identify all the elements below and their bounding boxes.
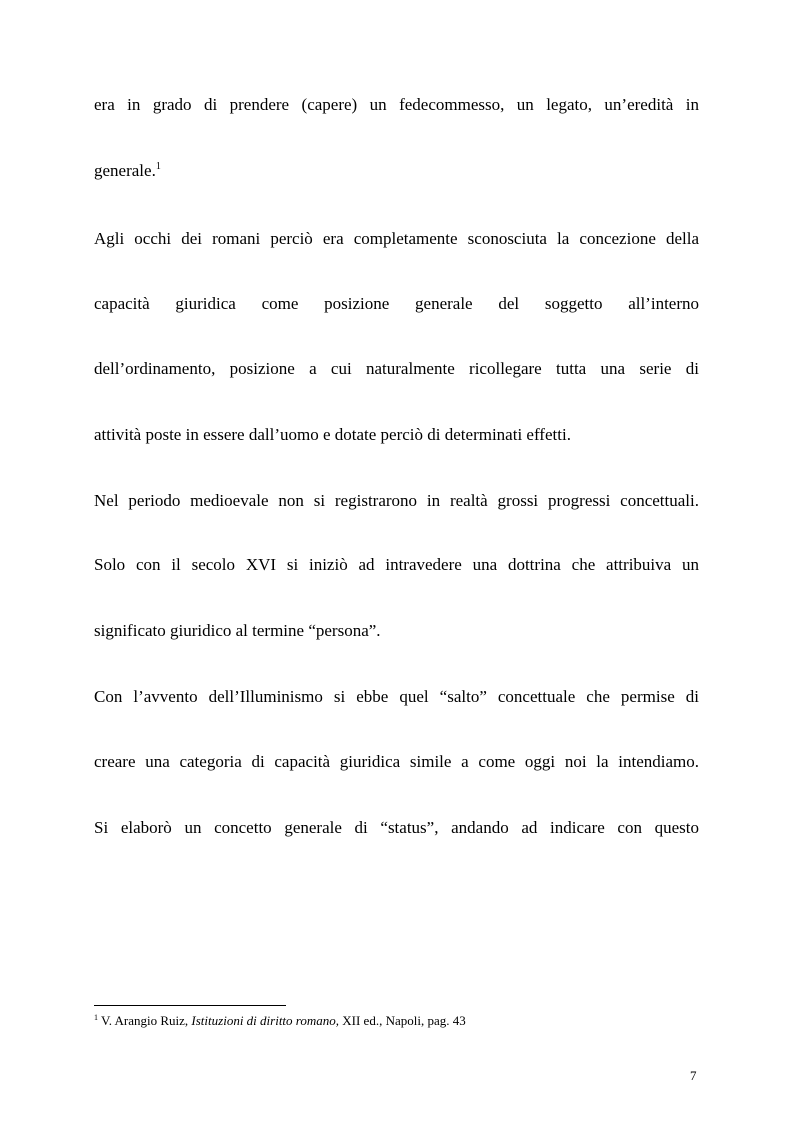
text-line: creare una categoria di capacità giuridica simile a come oggi noi la intendiamo. xyxy=(94,752,699,771)
text-line: significato giuridico al termine “persona”. xyxy=(94,621,381,640)
footnote xyxy=(94,1013,466,1029)
text-line: attività poste in essere dall’uomo e dotate perciò di determinati effetti. xyxy=(94,425,571,444)
text-line: Nel periodo medioevale non si registrarono in realtà grossi progressi concettuali. xyxy=(94,491,699,510)
text-line: Agli occhi dei romani perciò era completamente sconosciuta la concezione della xyxy=(94,229,699,248)
text-line: dell’ordinamento, posizione a cui naturalmente ricollegare tutta una serie di xyxy=(94,359,699,378)
text-line: generale. xyxy=(94,161,156,180)
text-line: Solo con il secolo XVI si iniziò ad intravedere una dottrina che attribuiva un xyxy=(94,555,699,574)
page-number: 7 xyxy=(690,1068,697,1083)
footnote-divider xyxy=(94,1005,286,1006)
footnote-author: V. Arangio Ruiz, xyxy=(98,1013,192,1028)
text-line: era in grado di prendere (capere) un fedecommesso, un legato, un’eredità in xyxy=(94,95,699,114)
footnote-title: Istituzioni di diritto romano, xyxy=(191,1013,340,1028)
text-line: Si elaborò un concetto generale di “status”, andando ad indicare con questo xyxy=(94,818,699,837)
text-line: Con l’avvento dell’Illuminismo si ebbe quel “salto” concettuale che permise di xyxy=(94,687,699,706)
text-line: capacità giuridica come posizione generale del soggetto all’interno xyxy=(94,294,699,313)
footnote-marker: 1 xyxy=(94,1013,98,1022)
footnote-reference: 1 xyxy=(155,161,161,172)
text-line-with-footnote xyxy=(94,161,699,181)
footnote-details: XII ed., Napoli, pag. 43 xyxy=(339,1013,466,1028)
